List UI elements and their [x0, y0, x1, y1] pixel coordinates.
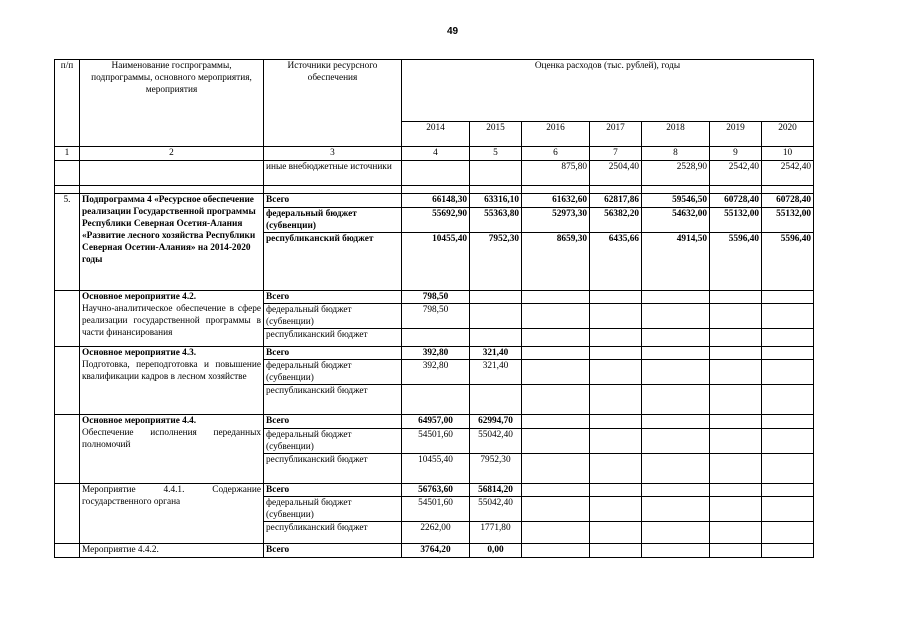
value-cell: [470, 161, 522, 186]
value-cell: 8659,30: [522, 233, 590, 291]
row-number: 5.: [55, 194, 80, 291]
source-cell: федеральный бюджет (субвенции): [264, 360, 402, 385]
value-cell: 55363,80: [470, 208, 522, 233]
value-cell: 56382,20: [590, 208, 642, 233]
source-cell: Всего: [264, 484, 402, 497]
source-cell: Всего: [264, 347, 402, 360]
value-cell: 2542,40: [762, 161, 814, 186]
header-year-2016: 2016: [522, 122, 590, 147]
value-cell: 392,80: [402, 347, 470, 360]
value-cell: [470, 385, 522, 415]
value-cell: 61632,60: [522, 194, 590, 208]
table-row: [55, 161, 814, 186]
activity-4-2: [80, 291, 264, 347]
budget-table: [54, 59, 814, 558]
value-cell: 2542,40: [710, 161, 762, 186]
column-number: 3: [264, 147, 402, 161]
source-cell: Всего: [264, 194, 402, 208]
source-cell: республиканский бюджет: [264, 454, 402, 484]
source-cell: республиканский бюджет: [264, 329, 402, 347]
header-num: п/п: [55, 60, 80, 147]
value-cell: 56763,60: [402, 484, 470, 497]
value-cell: [402, 385, 470, 415]
value-cell: 55692,90: [402, 208, 470, 233]
value-cell: 66148,30: [402, 194, 470, 208]
column-number: 4: [402, 147, 470, 161]
value-cell: 6435,66: [590, 233, 642, 291]
header-year-2015: 2015: [470, 122, 522, 147]
column-number: 2: [80, 147, 264, 161]
header-year-2018: 2018: [642, 122, 710, 147]
value-cell: 54501,60: [402, 497, 470, 522]
value-cell: 60728,40: [762, 194, 814, 208]
activity-description: Научно-аналитическое обеспечение в сфере реализации государственной программы в части финансирования: [82, 304, 261, 338]
value-cell: 321,40: [470, 360, 522, 385]
value-cell: [470, 304, 522, 329]
value-cell: 2504,40: [590, 161, 642, 186]
value-cell: [402, 161, 470, 186]
value-cell: 55132,00: [710, 208, 762, 233]
activity-4-3: [80, 347, 264, 415]
activity-4-4: [80, 415, 264, 484]
source-cell: республиканский бюджет: [264, 385, 402, 415]
source-cell: федеральный бюджет (субвенции): [264, 208, 402, 233]
table-row: [55, 347, 814, 360]
value-cell: 5596,40: [710, 233, 762, 291]
value-cell: 875,80: [522, 161, 590, 186]
value-cell: 392,80: [402, 360, 470, 385]
table-row: [55, 544, 814, 558]
value-cell: 321,40: [470, 347, 522, 360]
source-cell: Всего: [264, 415, 402, 429]
value-cell: [470, 291, 522, 304]
table-row: [55, 415, 814, 429]
column-number: 5: [470, 147, 522, 161]
activity-title: Основное мероприятие 4.2.: [82, 292, 197, 302]
value-cell: 62817,86: [590, 194, 642, 208]
value-cell: 10455,40: [402, 454, 470, 484]
header-year-2019: 2019: [710, 122, 762, 147]
activity-title: Основное мероприятие 4.4.: [82, 416, 197, 426]
value-cell: 4914,50: [642, 233, 710, 291]
value-cell: 798,50: [402, 291, 470, 304]
activity-description: Обеспечение исполнения переданных полномочий: [82, 428, 261, 450]
value-cell: 3764,20: [402, 544, 470, 558]
value-cell: 2262,00: [402, 522, 470, 544]
column-number: 10: [762, 147, 814, 161]
value-cell: 60728,40: [710, 194, 762, 208]
value-cell: 798,50: [402, 304, 470, 329]
value-cell: 2528,90: [642, 161, 710, 186]
table-row: [55, 484, 814, 497]
source-cell: федеральный бюджет (субвенции): [264, 429, 402, 454]
value-cell: 5596,40: [762, 233, 814, 291]
subprogram-name: Подпрограмма 4 «Ресурсное обеспечение реализации Государственной программы Республики Северная Осетия-Алания «Развитие лесного хозяйства Республики Северная Осетии-Алания» на 2014-2020 годы: [80, 194, 264, 291]
value-cell: 56814,20: [470, 484, 522, 497]
column-number: 1: [55, 147, 80, 161]
table-row: [55, 291, 814, 304]
source-cell: республиканский бюджет: [264, 233, 402, 291]
value-cell: [402, 329, 470, 347]
header-estimate: Оценка расходов (тыс. рублей), годы: [402, 60, 814, 122]
value-cell: 59546,50: [642, 194, 710, 208]
activity-4-4-1: Мероприятие 4.4.1. Содержание государственного органа: [80, 484, 264, 544]
header-year-2014: 2014: [402, 122, 470, 147]
value-cell: 54501,60: [402, 429, 470, 454]
value-cell: 7952,30: [470, 454, 522, 484]
value-cell: 54632,00: [642, 208, 710, 233]
value-cell: 52973,30: [522, 208, 590, 233]
page-number: 49: [446, 26, 459, 37]
value-cell: 1771,80: [470, 522, 522, 544]
value-cell: 55042,40: [470, 429, 522, 454]
source-cell: федеральный бюджет (субвенции): [264, 304, 402, 329]
table-row: [55, 194, 814, 208]
activity-description: Подготовка, переподготовка и повышение квалификации кадров в лесном хозяйстве: [82, 360, 261, 382]
value-cell: 10455,40: [402, 233, 470, 291]
source-cell: федеральный бюджет (субвенции): [264, 497, 402, 522]
column-number: 7: [590, 147, 642, 161]
source-cell: иные внебюджетные источники: [264, 161, 402, 186]
value-cell: 62994,70: [470, 415, 522, 429]
header-year-2017: 2017: [590, 122, 642, 147]
value-cell: 0,00: [470, 544, 522, 558]
value-cell: 55132,00: [762, 208, 814, 233]
activity-4-4-2: Мероприятие 4.4.2.: [80, 544, 264, 558]
header-name: Наименование госпрограммы, подпрограммы, основного мероприятия, мероприятия: [80, 60, 264, 147]
activity-title: Основное мероприятие 4.3.: [82, 348, 197, 358]
source-cell: Всего: [264, 291, 402, 304]
source-cell: Всего: [264, 544, 402, 558]
column-number: 9: [710, 147, 762, 161]
header-year-2020: 2020: [762, 122, 814, 147]
source-cell: республиканский бюджет: [264, 522, 402, 544]
value-cell: 63316,10: [470, 194, 522, 208]
value-cell: 55042,40: [470, 497, 522, 522]
value-cell: 7952,30: [470, 233, 522, 291]
column-number: 8: [642, 147, 710, 161]
column-number: 6: [522, 147, 590, 161]
header-source: Источники ресурсного обеспечения: [264, 60, 402, 147]
value-cell: 64957,00: [402, 415, 470, 429]
value-cell: [470, 329, 522, 347]
